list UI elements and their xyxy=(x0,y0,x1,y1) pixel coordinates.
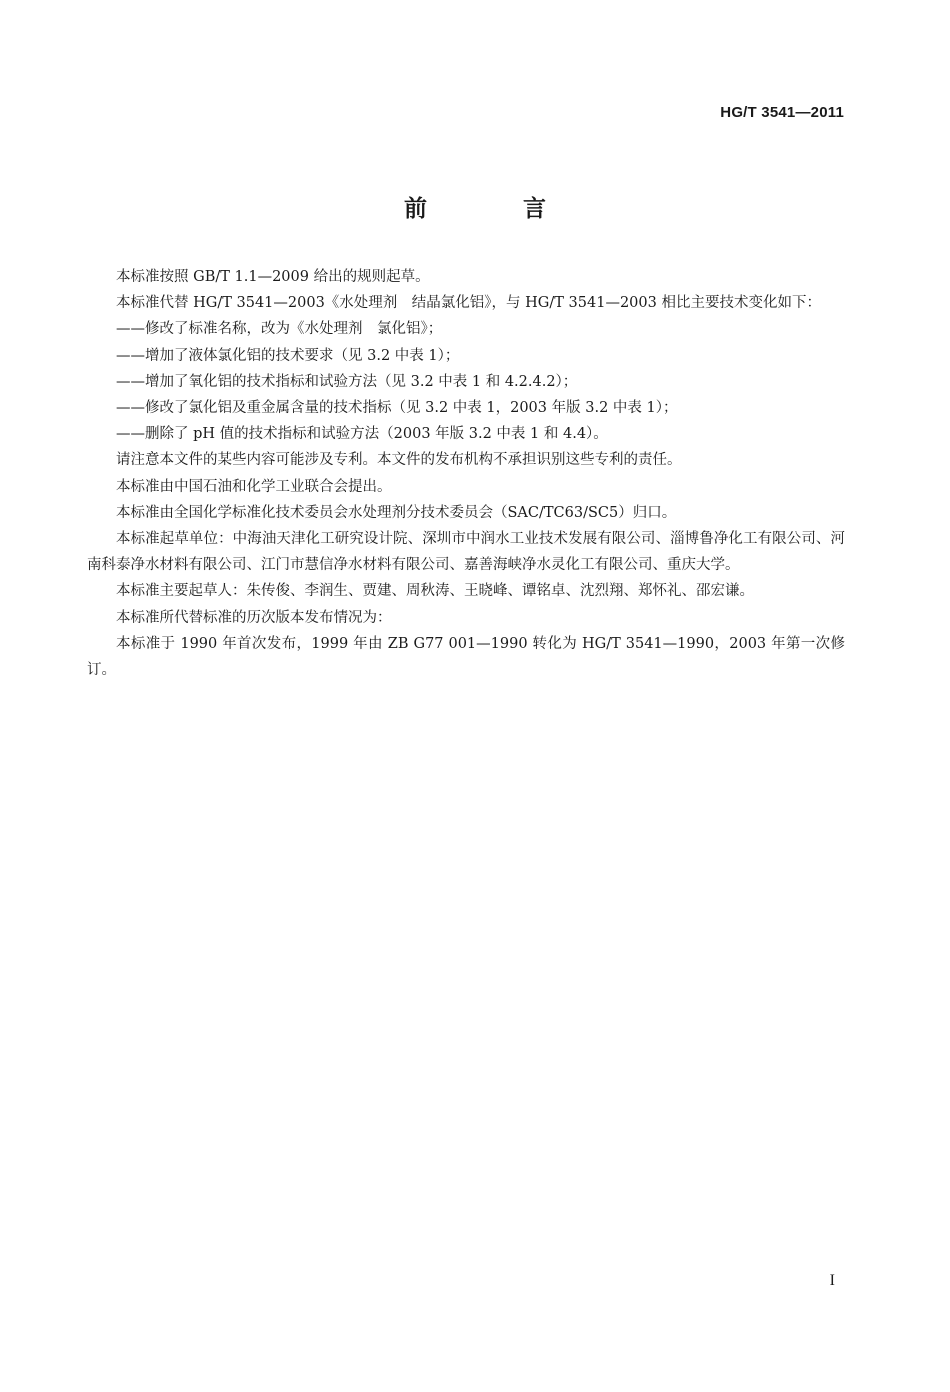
paragraph-drafting-units: 本标准起草单位：中海油天津化工研究设计院、深圳市中润水工业技术发展有限公司、淄博鲁净化工有限公司、河南科泰净水材料有限公司、江门市慧信净水材料有限公司、嘉善海峡净水灵化工有限公司、重庆大学。 xyxy=(87,531,845,574)
page-title: 前 言 xyxy=(403,196,590,222)
paragraph-main-drafters: 本标准主要起草人：朱传俊、李润生、贾建、周秋涛、王晓峰、谭铭卓、沈烈翔、郑怀礼、邵宏谦。 xyxy=(116,583,754,600)
page-number: I xyxy=(829,1272,835,1289)
change-item: ——增加了液体氯化铝的技术要求（见 3.2 中表 1）； xyxy=(116,347,460,364)
paragraph-version-history-intro: 本标准所代替标准的历次版本发布情况为： xyxy=(116,609,392,626)
paragraph-drafting-rules: 本标准按照 GB/T 1.1—2009 给出的规则起草。 xyxy=(116,269,430,285)
change-item: ——修改了氯化铝及重金属含量的技术指标（见 3.2 中表 1，2003 年版 3.2 中表 1）； xyxy=(116,400,678,417)
paragraph-patent-notice: 请注意本文件的某些内容可能涉及专利。本文件的发布机构不承担识别这些专利的责任。 xyxy=(116,452,682,469)
paragraph-version-history: 本标准于 1990 年首次发布，1999 年由 ZB G77 001—1990 转化为 HG/T 3541—1990，2003 年第一次修订。 xyxy=(87,635,845,679)
change-item: ——删除了 pH 值的技术指标和试验方法（2003 年版 3.2 中表 1 和 4.4）。 xyxy=(116,426,608,443)
change-item: ——增加了氧化铝的技术指标和试验方法（见 3.2 中表 1 和 4.2.4.2）； xyxy=(116,373,578,390)
standard-code: HG/T 3541—2011 xyxy=(720,104,844,121)
change-item: ——修改了标准名称，改为《水处理剂 氯化铝》； xyxy=(116,321,443,338)
paragraph-proposed-by: 本标准由中国石油和化学工业联合会提出。 xyxy=(116,478,392,495)
document-body xyxy=(87,264,845,683)
paragraph-under-jurisdiction: 本标准由全国化学标准化技术委员会水处理剂分技术委员会（SAC/TC63/SC5）归口。 xyxy=(116,504,677,521)
paragraph-replacement: 本标准代替 HG/T 3541—2003《水处理剂 结晶氯化铝》，与 HG/T 3541—2003 相比主要技术变化如下： xyxy=(116,295,821,312)
